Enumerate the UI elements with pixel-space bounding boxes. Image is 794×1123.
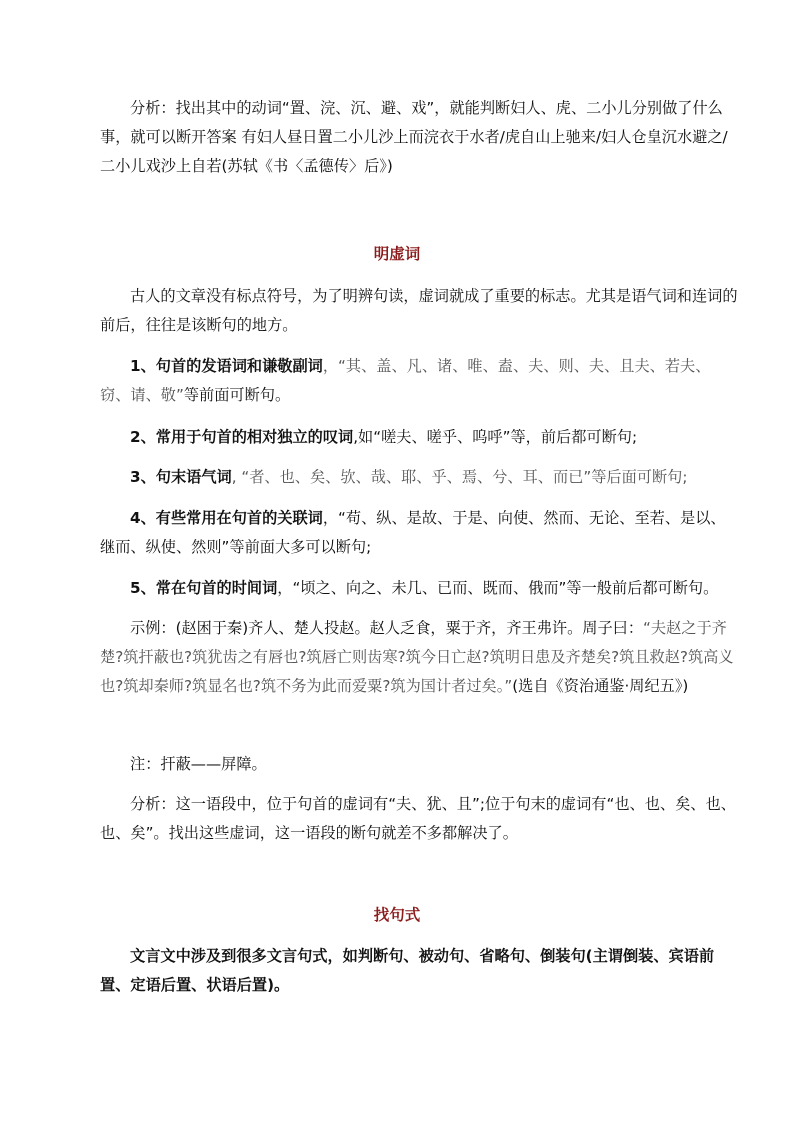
rule-4-rest: 等前面大多可以断句; (229, 538, 372, 556)
rule-3-lead: 3、句末语气词 (130, 468, 232, 486)
example-quote: “夫赵之于齐楚?筑扞蔽也?筑犹齿之有唇也?筑唇亡则齿寒?筑今日亡赵?筑明日患及齐楚矣?筑且救赵?筑高义也?筑却秦师?筑显名也?筑不务为此而爱粟?筑为国计者过矣。” (100, 619, 734, 695)
rule-5-rest: 等一般前后都可断句。 (566, 579, 719, 597)
analysis-1-text: 分析：找出其中的动词“置、浣、沉、避、戏”，就能判断妇人、虎、二小儿分别做了什么事，就可以断开答案 有妇人昼日置二小儿沙上而浣衣于水者/虎自山上驰来/妇人仓皇沉水避之/二小儿戏沙上自若(苏轼《书〈孟德传〉后》) (100, 99, 728, 175)
rule-3-rest: 等后面可断句; (591, 468, 688, 486)
example-paragraph (100, 614, 740, 701)
rule-5 (100, 574, 740, 603)
rule-3-quote: , “者、也、矣、欤、哉、耶、乎、焉、兮、耳、而已” (231, 468, 592, 486)
rule-5-lead: 5、常在句首的时间词 (130, 579, 278, 597)
rule-5-quote: ，“顷之、向之、未几、已而、既而、俄而” (277, 579, 567, 597)
note-paragraph: 注：扞蔽——屏障。 (130, 755, 267, 773)
rule-1-quote: ，“其、盖、凡、诸、唯、盍、夫、则、夫、且夫、若夫、窃、请、敬” (100, 357, 711, 404)
example-source: (选自《资治通鉴·周纪五》) (512, 677, 689, 695)
rule-1-lead: 1、句首的发语词和谦敬副词 (130, 357, 323, 375)
zhao-jushi-intro: 文言文中涉及到很多文言句式，如判断句、被动句、省略句、倒装句(主谓倒装、宾语前置、定语后置、状语后置)。 (100, 947, 715, 994)
heading-zhao-jushi: 找句式 (373, 906, 421, 924)
rule-4 (100, 504, 740, 562)
rule-4-quote: ，“苟、纵、是故、于是、向使、然而、无论、至若、是以、继而、纵使、然则” (100, 509, 726, 556)
rule-1-rest: 等前面可断句。 (183, 386, 291, 404)
rule-2-quote: ,如“嗟夫、嗟乎、呜呼” (353, 428, 511, 446)
ming-xuci-analysis: 分析：这一语段中，位于句首的虚词有“夫、犹、且”;位于句末的虚词有“也、也、矣、也、也、矣”。找出这些虚词，这一语段的断句就差不多都解决了。 (100, 795, 736, 842)
rule-1 (100, 352, 740, 410)
rule-2 (100, 423, 740, 452)
rule-3 (100, 463, 740, 492)
rule-4-lead: 4、有些常用在句首的关联词 (130, 509, 323, 527)
rule-2-lead: 2、常用于句首的相对独立的叹词 (130, 428, 354, 446)
heading-ming-xuci: 明虚词 (373, 245, 421, 263)
analysis-paragraph-1 (100, 94, 740, 181)
example-prefix: 示例：(赵困于秦)齐人、楚人投赵。赵人乏食，粟于齐，齐王弗许。周子曰： (130, 619, 644, 637)
rule-2-rest: 等，前后都可断句; (510, 428, 638, 446)
ming-xuci-intro: 古人的文章没有标点符号，为了明辨句读，虚词就成了重要的标志。尤其是语气词和连词的前后，往往是该断句的地方。 (100, 287, 738, 334)
